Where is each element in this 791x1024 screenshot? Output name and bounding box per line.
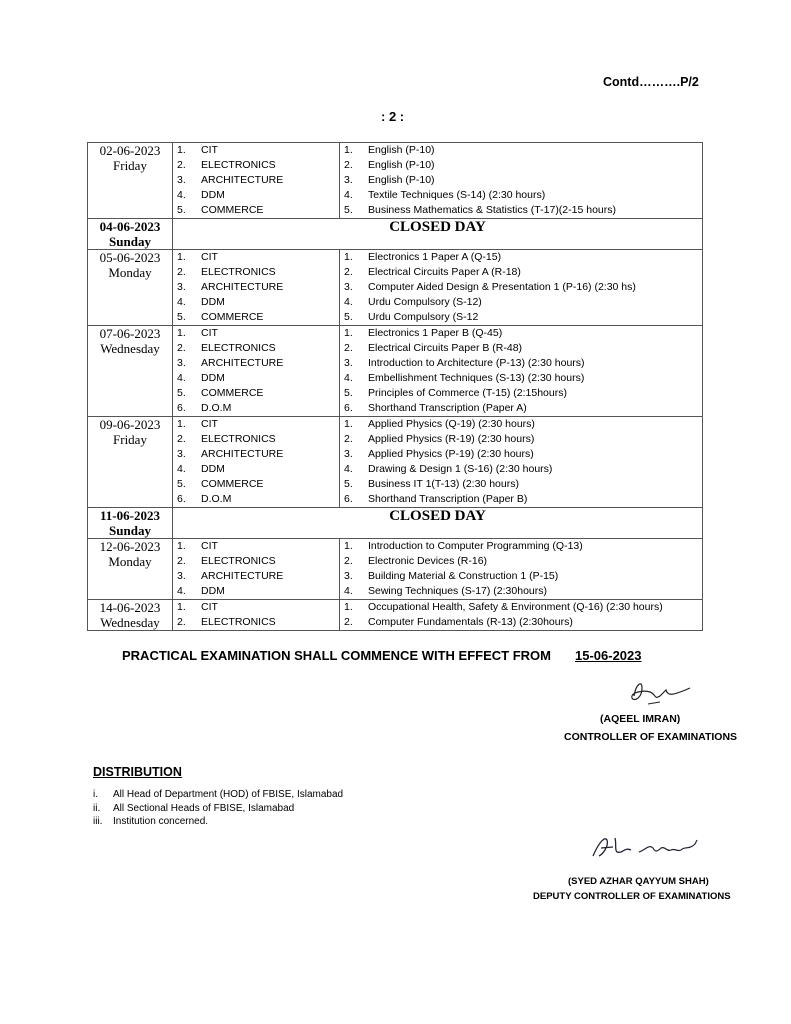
paper-item bbox=[340, 477, 702, 492]
item-number: 3. bbox=[344, 281, 353, 293]
item-number: 5. bbox=[177, 478, 186, 490]
trade-item bbox=[173, 447, 339, 462]
trade-item bbox=[173, 326, 339, 341]
trade-item bbox=[173, 310, 339, 325]
item-number: 6. bbox=[344, 493, 353, 505]
paper-item bbox=[340, 539, 702, 554]
item-number: 2. bbox=[177, 616, 186, 628]
schedule-body bbox=[88, 143, 703, 631]
trade-item bbox=[173, 280, 339, 295]
date-cell bbox=[88, 326, 173, 417]
item-number: 1. bbox=[177, 540, 186, 552]
exam-date: 12-06-2023 bbox=[99, 539, 161, 554]
exam-date: 14-06-2023 bbox=[99, 600, 161, 615]
papers-cell bbox=[340, 539, 703, 600]
trade-item bbox=[173, 600, 339, 615]
trades-cell bbox=[173, 417, 340, 508]
exam-day: Wednesday bbox=[100, 341, 160, 356]
item-number: 3. bbox=[344, 448, 353, 460]
trade-name: DDM bbox=[201, 296, 225, 308]
paper-name: Applied Physics (Q-19) (2:30 hours) bbox=[368, 418, 535, 430]
paper-name: Sewing Techniques (S-17) (2:30hours) bbox=[368, 585, 547, 597]
controller-title: CONTROLLER OF EXAMINATIONS bbox=[564, 731, 738, 743]
trade-name: ELECTRONICS bbox=[201, 433, 276, 445]
trade-item bbox=[173, 432, 339, 447]
item-number: 1. bbox=[177, 601, 186, 613]
exam-day: Sunday bbox=[109, 523, 151, 538]
paper-item bbox=[340, 295, 702, 310]
paper-name: Computer Aided Design & Presentation 1 (P-16) (2:30 hs) bbox=[368, 281, 636, 293]
trade-name: D.O.M bbox=[201, 493, 232, 505]
trade-name: DDM bbox=[201, 585, 225, 597]
paper-item bbox=[340, 341, 702, 356]
signature-deputy-controller bbox=[585, 830, 710, 865]
trade-item bbox=[173, 143, 339, 158]
trade-item bbox=[173, 462, 339, 477]
trade-item bbox=[173, 477, 339, 492]
papers-cell bbox=[340, 250, 703, 326]
paper-name: Introduction to Architecture (P-13) (2:30 hours) bbox=[368, 357, 585, 369]
schedule-row bbox=[88, 600, 703, 631]
paper-item bbox=[340, 492, 702, 507]
item-number: 4. bbox=[344, 372, 353, 384]
paper-item bbox=[340, 386, 702, 401]
trades-cell bbox=[173, 539, 340, 600]
item-number: 2. bbox=[344, 159, 353, 171]
trade-name: CIT bbox=[201, 418, 218, 430]
item-number: 2. bbox=[344, 266, 353, 278]
item-number: 3. bbox=[177, 357, 186, 369]
trade-name: CIT bbox=[201, 251, 218, 263]
exam-date: 11-06-2023 bbox=[100, 508, 160, 523]
trade-item bbox=[173, 356, 339, 371]
trade-item bbox=[173, 492, 339, 507]
paper-name: Electronics 1 Paper B (Q-45) bbox=[368, 327, 503, 339]
item-number: 4. bbox=[344, 296, 353, 308]
paper-name: Applied Physics (P-19) (2:30 hours) bbox=[368, 448, 534, 460]
trade-name: ARCHITECTURE bbox=[201, 174, 284, 186]
paper-name: Business IT 1(T-13) (2:30 hours) bbox=[368, 478, 519, 490]
exam-day: Monday bbox=[108, 265, 152, 280]
exam-day: Sunday bbox=[109, 234, 151, 249]
trade-item bbox=[173, 539, 339, 554]
item-number: 2. bbox=[177, 342, 186, 354]
item-number: 1. bbox=[344, 418, 353, 430]
distribution-item: ii. All Sectional Heads of FBISE, Islamabad bbox=[93, 802, 295, 814]
paper-name: English (P-10) bbox=[368, 159, 435, 171]
paper-name: Electronic Devices (R-16) bbox=[368, 555, 488, 567]
trade-name: DDM bbox=[201, 463, 225, 475]
paper-name: Electronics 1 Paper A (Q-15) bbox=[368, 251, 502, 263]
item-number: 6. bbox=[344, 402, 353, 414]
trade-item bbox=[173, 173, 339, 188]
item-number: 5. bbox=[344, 204, 353, 216]
item-number: 1. bbox=[344, 540, 353, 552]
distribution-item: i. All Head of Department (HOD) of FBISE, Islamabad bbox=[93, 789, 344, 800]
trade-name: DDM bbox=[201, 189, 225, 201]
date-cell bbox=[88, 600, 173, 631]
schedule-row bbox=[88, 417, 703, 508]
trades-cell bbox=[173, 326, 340, 417]
schedule-row bbox=[88, 143, 703, 219]
date-cell bbox=[88, 417, 173, 508]
trades-cell bbox=[173, 600, 340, 631]
date-cell bbox=[88, 539, 173, 600]
item-number: 1. bbox=[177, 251, 186, 263]
exam-day: Friday bbox=[113, 158, 147, 173]
item-number: 6. bbox=[177, 402, 186, 414]
paper-name: English (P-10) bbox=[368, 174, 435, 186]
paper-item bbox=[340, 188, 702, 203]
item-number: 1. bbox=[344, 144, 353, 156]
item-number: 4. bbox=[177, 463, 186, 475]
item-number: 1. bbox=[177, 418, 186, 430]
trade-name: ELECTRONICS bbox=[201, 266, 276, 278]
paper-item bbox=[340, 143, 702, 158]
trade-item bbox=[173, 554, 339, 569]
exam-schedule-table bbox=[87, 142, 703, 631]
item-number: 3. bbox=[177, 448, 186, 460]
date-cell bbox=[88, 143, 173, 219]
deputy-controller-name: (SYED AZHAR QAYYUM SHAH) bbox=[568, 876, 709, 887]
trade-name: D.O.M bbox=[201, 402, 232, 414]
item-number: 1. bbox=[344, 251, 353, 263]
paper-item bbox=[340, 401, 702, 416]
paper-item bbox=[340, 265, 702, 280]
item-number: 4. bbox=[177, 585, 186, 597]
exam-date: 09-06-2023 bbox=[99, 417, 161, 432]
paper-item bbox=[340, 203, 702, 218]
practical-start-date: 15-06-2023 bbox=[574, 648, 642, 663]
trade-name: COMMERCE bbox=[201, 311, 264, 323]
item-number: 2. bbox=[177, 433, 186, 445]
item-number: 4. bbox=[177, 189, 186, 201]
papers-cell bbox=[340, 417, 703, 508]
page-number: : 2 : bbox=[381, 109, 405, 124]
paper-item bbox=[340, 615, 702, 630]
paper-item bbox=[340, 417, 702, 432]
paper-name: Introduction to Computer Programming (Q-13) bbox=[368, 540, 583, 552]
papers-cell bbox=[340, 326, 703, 417]
trades-cell bbox=[173, 143, 340, 219]
item-number: 4. bbox=[344, 463, 353, 475]
paper-item bbox=[340, 462, 702, 477]
item-number: 5. bbox=[177, 311, 186, 323]
paper-item bbox=[340, 554, 702, 569]
item-number: 6. bbox=[177, 493, 186, 505]
practical-notice-text: PRACTICAL EXAMINATION SHALL COMMENCE WITH EFFECT FROM bbox=[122, 648, 551, 663]
trade-name: CIT bbox=[201, 144, 218, 156]
exam-day: Wednesday bbox=[100, 615, 160, 630]
trade-item bbox=[173, 417, 339, 432]
item-number: 5. bbox=[344, 478, 353, 490]
schedule-row bbox=[88, 326, 703, 417]
paper-item bbox=[340, 569, 702, 584]
trade-name: CIT bbox=[201, 601, 218, 613]
paper-name: Building Material & Construction 1 (P-15) bbox=[368, 570, 559, 582]
paper-name: Computer Fundamentals (R-13) (2:30hours) bbox=[368, 616, 573, 628]
paper-item bbox=[340, 280, 702, 295]
paper-name: Urdu Compulsory (S-12) bbox=[368, 296, 482, 308]
closed-day-row bbox=[88, 508, 703, 539]
paper-name: Electrical Circuits Paper A (R-18) bbox=[368, 266, 521, 278]
trade-item bbox=[173, 584, 339, 599]
date-cell bbox=[88, 508, 173, 539]
schedule-row bbox=[88, 250, 703, 326]
trade-name: ELECTRONICS bbox=[201, 555, 276, 567]
practical-exam-notice bbox=[122, 648, 641, 663]
item-number: 3. bbox=[344, 570, 353, 582]
trade-name: CIT bbox=[201, 540, 218, 552]
distribution-list bbox=[93, 788, 343, 829]
paper-name: Textile Techniques (S-14) (2:30 hours) bbox=[368, 189, 546, 201]
trade-name: COMMERCE bbox=[201, 204, 264, 216]
trade-item bbox=[173, 203, 339, 218]
exam-day: Friday bbox=[113, 432, 147, 447]
item-number: 4. bbox=[344, 585, 353, 597]
trade-name: ARCHITECTURE bbox=[201, 570, 284, 582]
papers-cell bbox=[340, 600, 703, 631]
paper-item bbox=[340, 356, 702, 371]
trade-name: ELECTRONICS bbox=[201, 616, 276, 628]
trade-item bbox=[173, 386, 339, 401]
trade-name: ARCHITECTURE bbox=[201, 281, 284, 293]
trade-name: ARCHITECTURE bbox=[201, 448, 284, 460]
distribution-item: iii. Institution concerned. bbox=[93, 816, 209, 827]
item-number: 1. bbox=[344, 327, 353, 339]
trades-cell bbox=[173, 250, 340, 326]
paper-item bbox=[340, 584, 702, 599]
deputy-controller-title: DEPUTY CONTROLLER OF EXAMINATIONS bbox=[533, 891, 731, 902]
item-number: 5. bbox=[177, 387, 186, 399]
signature-controller bbox=[620, 670, 700, 710]
exam-date: 07-06-2023 bbox=[99, 326, 161, 341]
item-number: 4. bbox=[177, 296, 186, 308]
item-number: 3. bbox=[344, 174, 353, 186]
trade-item bbox=[173, 188, 339, 203]
paper-name: Embellishment Techniques (S-13) (2:30 hours) bbox=[368, 372, 585, 384]
paper-name: Shorthand Transcription (Paper A) bbox=[368, 402, 527, 414]
trade-item bbox=[173, 341, 339, 356]
continuation-note: Contd……….P/2 bbox=[603, 75, 699, 89]
paper-item bbox=[340, 158, 702, 173]
exam-date: 04-06-2023 bbox=[99, 219, 161, 234]
item-number: 2. bbox=[177, 266, 186, 278]
item-number: 5. bbox=[177, 204, 186, 216]
paper-item bbox=[340, 447, 702, 462]
controller-name: (AQEEL IMRAN) bbox=[600, 713, 681, 725]
trade-item bbox=[173, 371, 339, 386]
item-number: 3. bbox=[344, 357, 353, 369]
exam-date: 05-06-2023 bbox=[99, 250, 161, 265]
trade-item bbox=[173, 158, 339, 173]
item-number: 3. bbox=[177, 570, 186, 582]
trade-name: ARCHITECTURE bbox=[201, 357, 284, 369]
date-cell bbox=[88, 250, 173, 326]
schedule-row bbox=[88, 539, 703, 600]
item-number: 1. bbox=[177, 327, 186, 339]
exam-date: 02-06-2023 bbox=[99, 143, 161, 158]
distribution-heading: DISTRIBUTION bbox=[93, 765, 182, 779]
closed-day-row bbox=[88, 219, 703, 250]
trade-name: COMMERCE bbox=[201, 478, 264, 490]
trade-name: ELECTRONICS bbox=[201, 159, 276, 171]
item-number: 5. bbox=[344, 311, 353, 323]
item-number: 2. bbox=[344, 342, 353, 354]
item-number: 2. bbox=[177, 555, 186, 567]
item-number: 2. bbox=[344, 555, 353, 567]
paper-name: English (P-10) bbox=[368, 144, 435, 156]
trade-item bbox=[173, 265, 339, 280]
paper-name: Occupational Health, Safety & Environment (Q-16) (2:30 hours) bbox=[368, 601, 663, 613]
paper-name: Drawing & Design 1 (S-16) (2:30 hours) bbox=[368, 463, 553, 475]
closed-day-label: CLOSED DAY bbox=[173, 219, 703, 250]
paper-name: Applied Physics (R-19) (2:30 hours) bbox=[368, 433, 535, 445]
trade-item bbox=[173, 250, 339, 265]
paper-name: Electrical Circuits Paper B (R-48) bbox=[368, 342, 523, 354]
closed-day-label: CLOSED DAY bbox=[173, 508, 703, 539]
item-number: 2. bbox=[344, 433, 353, 445]
item-number: 1. bbox=[177, 144, 186, 156]
exam-day: Monday bbox=[108, 554, 152, 569]
paper-item bbox=[340, 326, 702, 341]
item-number: 5. bbox=[344, 387, 353, 399]
item-number: 2. bbox=[177, 159, 186, 171]
item-number: 4. bbox=[177, 372, 186, 384]
paper-name: Urdu Compulsory (S-12 bbox=[368, 311, 479, 323]
trade-item bbox=[173, 569, 339, 584]
trade-item bbox=[173, 295, 339, 310]
trade-name: CIT bbox=[201, 327, 218, 339]
item-number: 2. bbox=[344, 616, 353, 628]
item-number: 4. bbox=[344, 189, 353, 201]
paper-name: Shorthand Transcription (Paper B) bbox=[368, 493, 528, 505]
paper-name: Principles of Commerce (T-15) (2:15hours) bbox=[368, 387, 567, 399]
paper-item bbox=[340, 600, 702, 615]
trade-item bbox=[173, 401, 339, 416]
paper-item bbox=[340, 310, 702, 325]
trade-name: ELECTRONICS bbox=[201, 342, 276, 354]
trade-item bbox=[173, 615, 339, 630]
trade-name: COMMERCE bbox=[201, 387, 264, 399]
paper-item bbox=[340, 173, 702, 188]
item-number: 3. bbox=[177, 281, 186, 293]
paper-name: Business Mathematics & Statistics (T-17)(2-15 hours) bbox=[368, 204, 617, 216]
paper-item bbox=[340, 371, 702, 386]
trade-name: DDM bbox=[201, 372, 225, 384]
paper-item bbox=[340, 432, 702, 447]
item-number: 1. bbox=[344, 601, 353, 613]
papers-cell bbox=[340, 143, 703, 219]
item-number: 3. bbox=[177, 174, 186, 186]
date-cell bbox=[88, 219, 173, 250]
paper-item bbox=[340, 250, 702, 265]
